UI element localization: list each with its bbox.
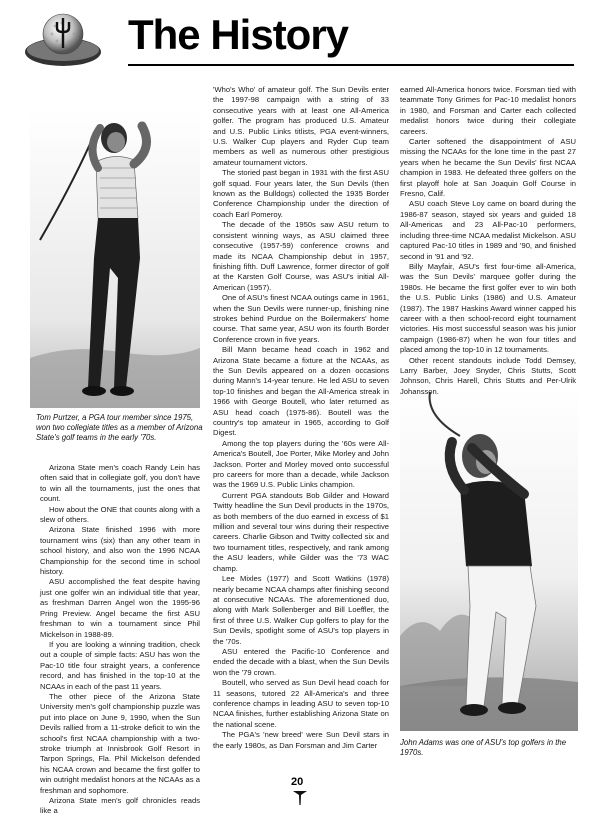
paragraph: Lee Mixles (1977) and Scott Watkins (1978) nearly became NCAA champs after finishing second at consecutive NCAAs. The aforementioned duo, along with Mark Sollenberger and Bill Loeffler, the first of three U.S. Walker Cup golfers to play for the Sun Devils, spotlight some of ASU's top players in the '70s. (213, 574, 389, 646)
paragraph: Arizona State finished 1996 with more tournament wins (six) than any other team in school history, and also won the 1996 NCAA Championship for the second time in school history. (40, 525, 200, 577)
paragraph: Carter softened the disappointment of ASU missing the NCAAs for the lone time in the past 27 years when he became the Sun Devils' first NCAA champion in 1983. He defeated three golfers on the first playoff hole at San Joaquin Golf Course in Fresno, Calif. (400, 137, 576, 199)
paragraph: How about the ONE that counts along with a slew of others. (40, 504, 200, 525)
paragraph: One of ASU's finest NCAA outings came in 1961, when the Sun Devils were runner-up, finishing nine strokes behind Purdue on the Boilermakers' home course. That same year, ASU won its fourth Border Conference crown in five years. (213, 293, 389, 344)
paragraph: ASU entered the Pacific-10 Conference and ended the decade with a blast, when the Sun Devils won the '79 crown. (213, 646, 389, 677)
paragraph: Current PGA standouts Bob Gilder and Howard Twitty headline the Sun Devil products in the 1970s, as both members of the duo earned in excess of $1 million and several tour wins during their respective careers. Charlie Gibson and Twitty collected six and two tournament titles, respectively, and rank among the ASU leaders, while Gilder was the '73 WAC champ. (213, 490, 389, 573)
paragraph: Boutell, who served as Sun Devil head coach for 11 seasons, tutored 22 All-America's and three conference champs in leading ASU to seven top-10 NCAA finishes, further establishing Arizona State on the national scene. (213, 678, 389, 729)
paragraph: Other recent standouts include Todd Demsey, Larry Barber, Joey Snyder, Chris Stutts, Scott Johnson, Chris Harell, Chris Stutts and Per-Ulrik Johansson. (400, 355, 576, 396)
page-number: 20 (291, 776, 304, 788)
article-column-2 (213, 85, 389, 751)
paragraph: The decade of the 1950s saw ASU return to consistent winning ways, as ASU claimed three consecutive (1957-59) conference crowns and made its NCAA Championship debut in 1957, finishing fifth. Duff Lawrence, former director of golf at the Karsten Golf Course, was ASU's initial All-American (1957). (213, 220, 389, 292)
paragraph: Arizona State men's coach Randy Lein has often said that in collegiate golf, you don't have to win all the tournaments, just the ones that count. (40, 463, 200, 504)
paragraph: Arizona State men's golf chronicles reads like a (40, 796, 200, 816)
paragraph: The PGA's 'new breed' were Sun Devil stars in the early 1980s, as Dan Forsman and Jim Carter (213, 730, 389, 750)
page-title: The History (128, 11, 349, 58)
golf-ball-logo-icon (22, 8, 104, 70)
paragraph: If you are looking a winning tradition, check out a couple of simple facts: ASU has won the Pac-10 title four straight years, a conference record, and has finished in the top-10 at the NCAAs in each of the past 11 years. (40, 639, 200, 691)
tom-purtzer-photo (30, 108, 200, 408)
photo-caption-purtzer: Tom Purtzer, a PGA tour member since 1975, won two collegiate titles as a member of Arizona State's golf teams in the early '70s. (36, 413, 203, 442)
title-rule (128, 64, 574, 66)
paragraph: Billy Mayfair, ASU's first four-time all-America, was the Sun Devils' marquee golfer during the 1980s. He became the first golfer ever to win both the U.S. Public Links (1986) and U.S. Amateur (1987). The 1987 Haskins Award winner capped his career with a then school-record eight tournament victories. His most successful season was his junior campaign (1986-87) when he won four titles and placed among the top-10 in 12 tournaments. (400, 261, 576, 355)
article-column-1 (40, 463, 200, 817)
paragraph: The storied past began in 1931 with the first ASU golf squad. Four years later, the Sun Devils (then known as the Bulldogs) collected the 1935 Border Conference Championship under the direction of coach Earl Pomeroy. (213, 168, 389, 219)
golf-tee-icon (290, 790, 310, 806)
john-adams-photo (400, 386, 578, 731)
paragraph: ASU accomplished the feat despite having just one golfer win an individual title that year, as freshman Darren Angel won the 1995-96 Pring Preview. Angel became the first ASU freshman to win a tournament since Phil Mickelson in 1988-89. (40, 577, 200, 639)
paragraph: Among the top players during the '60s were All-America's Boutell, Joe Porter, Mike Morley and John Jackson. Porter and Morley moved onto successful pro careers for more than a decade, while Jackson was the 1969 U.S. Public Links champion. (213, 438, 389, 490)
paragraph: Bill Mann became head coach in 1962 and Arizona State became a fixture at the NCAAs, as the Sun Devils appeared on a dozen occasions during Mann's 14-year tenure. He led ASU to seven top-10 finishes and began the All-America streak in 1966 with George Boutell, who later returned as ASU head coach (1975-86). Boutell was the country's top amateur in 1965, according to Golf Digest. (213, 345, 389, 438)
paragraph: ASU coach Steve Loy came on board during the 1986-87 season, stayed six years and guided 18 All-Americas and 23 All-Pac-10 performers, including three-time NCAA medalist Mickelson. ASU captured Pac-10 titles in 1989 and '90, and finished second in '91 and '92. (400, 199, 576, 261)
photo-caption-adams: John Adams was one of ASU's top golfers in the 1970s. (400, 738, 567, 757)
paragraph: The other piece of the Arizona State University men's golf championship puzzle was put into place on June 9, 1990, when the Sun Devils rallied from a 11-stroke deficit to win the school's first NCAA championship with a two-stroke triumph at Innisbrook Golf Resort in Tarpon Springs, Fla. Phil Mickelson defended his NCAA crown and became the first golfer to win outright medalist honors at the NCAAs as a freshman and sophomore. (40, 691, 200, 795)
paragraph: earned All-America honors twice. Forsman tied with teammate Tony Grimes for Pac-10 medalist honors in 1980, and Forsman and Carter each collected medalist honors twice during their collegiate careers. (400, 85, 576, 136)
article-column-3 (400, 85, 576, 397)
paragraph: 'Who's Who' of amateur golf. The Sun Devils enter the 1997-98 campaign with a string of 33 consecutive years with at least one All-America golfer. The program has produced U.S. Amateur and U.S. Public Links titlists, PGA event-winners, U.S. Walker Cup players and Ryder Cup team members as well as numerous other prestigious amateur tournament victors. (213, 85, 389, 167)
